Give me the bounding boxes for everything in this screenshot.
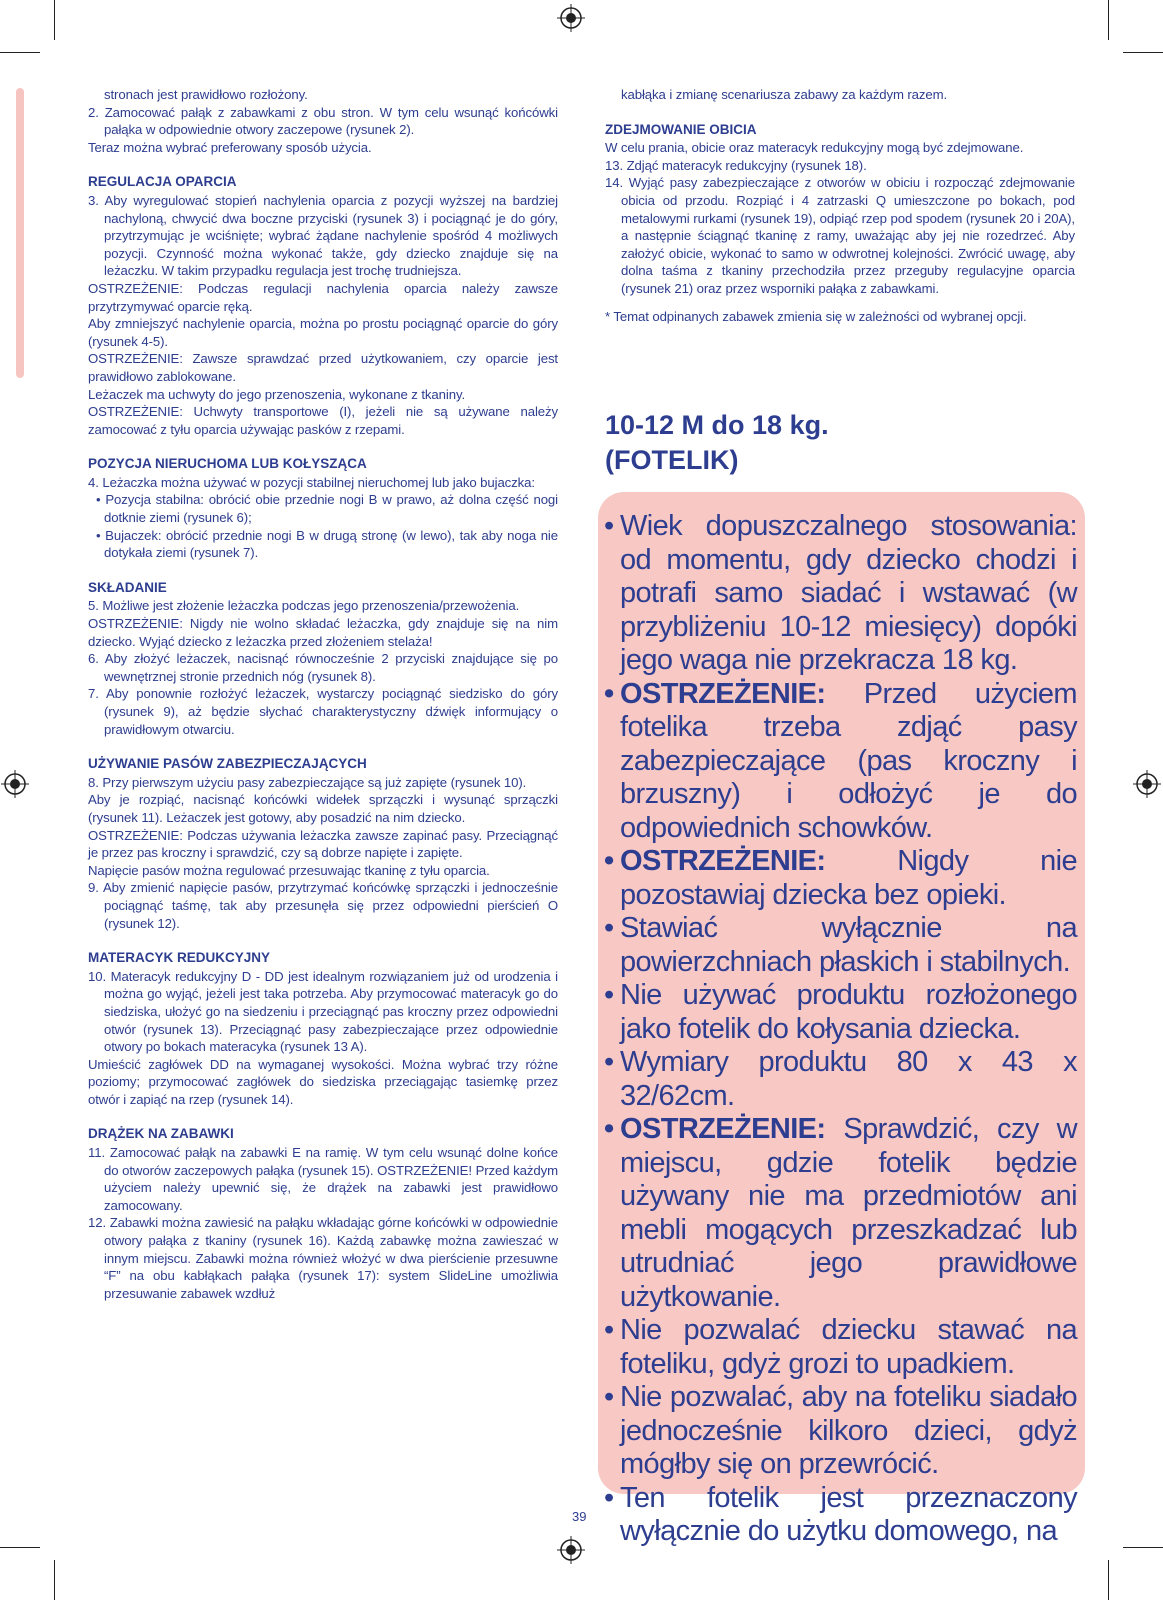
- page-number: 39: [572, 1509, 587, 1524]
- paragraph: 14. Wyjąć pasy zabezpieczające z otworów w obiciu i rozpocząć zdejmowanie obicia od przodu. Rozpiąć i 4 zatrzaski Q umieszczone po bokach, pod metalowymi rurkami (rysunek 19), odpiąć rzep pod spodem (rysunek 20 i 20A), a następnie ściągnąć tkaninę z ramy, uważając aby jej nie rozedrzeć. Aby założyć obicie, wykonać to samo w odwrotnej kolejności. Zwrócić uwagę, aby dolna taśma z tkaniny przechodziła przez przeguby regulacyjne oparcia (rysunek 21) oraz przez wsporniki pałąka z zabawkami.: [605, 175, 1075, 296]
- paragraph: 4. Leżaczka można używać w pozycji stabilnej nieruchomej lub jako bujaczka:: [88, 474, 535, 490]
- registration-mark-icon: [1, 770, 29, 798]
- title-line: (FOTELIK): [605, 445, 739, 475]
- section-heading: SKŁADANIE: [88, 579, 167, 595]
- list-item: • Nie pozwalać, aby na foteliku siadało jednocześnie kilkoro dzieci, gdyż mógłby się on przewrócić.: [605, 1381, 1077, 1482]
- crop-mark: [1108, 0, 1109, 40]
- paragraph: Teraz można wybrać preferowany sposób użycia.: [88, 139, 372, 155]
- paragraph: Napięcie pasów można regulować przesuwając tkaninę z tyłu oparcia.: [88, 862, 490, 878]
- paragraph: 7. Aby ponownie rozłożyć leżaczek, wystarczy pociągnąć siedzisko do góry (rysunek 9), aż będzie słychać charakterystyczny dźwięk informujący o prawidłowym otwarciu.: [88, 686, 558, 737]
- paragraph: W celu prania, obicie oraz materacyk redukcyjny mogą być zdejmowane.: [605, 140, 1024, 156]
- warning-label: OSTRZEŻENIE:: [620, 845, 826, 877]
- list-item: • OSTRZEŻENIE: Nigdy nie pozostawiaj dziecka bez opieki.: [605, 845, 1077, 912]
- list-item: • Nie używać produktu rozłożonego jako fotelik do kołysania dziecka.: [605, 979, 1077, 1046]
- paragraph: OSTRZEŻENIE: Nigdy nie wolno składać leżaczka, gdy znajduje się na nim dziecko. Wyjąć dziecko z leżaczka przed złożeniem stelaża!: [88, 616, 558, 649]
- paragraph: Umieścić zagłówek DD na wymaganej wysokości. Można wybrać trzy różne poziomy; przymocować zagłówek do siedziska przeciągając tasiemkę przez otwór i zapiąć na rzep (rysunek 14).: [88, 1056, 558, 1107]
- paragraph: 11. Zamocować pałąk na zabawki E na ramię. W tym celu wsunąć dolne końce do otworów zaczepowych pałąka (rysunek 15). OSTRZEŻENIE! Przed każdym użyciem należy upewnić się, że drążek na zabawki jest prawidłowo zamocowany.: [88, 1145, 558, 1213]
- left-column: [88, 86, 558, 1302]
- section-heading: UŻYWANIE PASÓW ZABEZPIECZAJĄCYCH: [88, 756, 367, 772]
- paragraph: Aby zmniejszyć nachylenie oparcia, można po prostu pociągnąć oparcie do góry (rysunek 4-5).: [88, 316, 558, 349]
- paragraph: OSTRZEŻENIE: Podczas regulacji nachylenia oparcia należy zawsze przytrzymywać oparcie ręką.: [88, 280, 558, 314]
- list-item: • Bujaczek: obrócić przednie nogi B w drugą stronę (w lewo), tak aby noga nie dotykała ziemi (rysunek 7).: [96, 527, 558, 561]
- registration-mark-icon: [557, 1536, 585, 1564]
- footnote: * Temat odpinanych zabawek zmienia się w zależności od wybranej opcji.: [605, 308, 1027, 324]
- paragraph: stronach jest prawidłowo rozłożony.: [104, 87, 308, 102]
- crop-mark: [0, 52, 40, 53]
- paragraph: OSTRZEŻENIE: Podczas używania leżaczka zawsze zapinać pasy. Przeciągnąć je przez pas kroczny i sprawdzić, czy są dobrze napięte i zapięte.: [88, 827, 558, 861]
- paragraph: 9. Aby zmienić napięcie pasów, przytrzymać końcówkę sprzączki i jednocześnie pociągnąć taśmę, tak aby przesunęła się przez odpowiedni pierścień O (rysunek 12).: [88, 880, 558, 931]
- paragraph: 2. Zamocować pałąk z zabawkami z obu stron. W tym celu wsunąć końcówki pałąka w odpowiednie otwory zaczepowe (rysunek 2).: [88, 104, 558, 138]
- crop-mark: [0, 1547, 40, 1548]
- section-heading: ZDEJMOWANIE OBICIA: [605, 121, 757, 137]
- paragraph: 8. Przy pierwszym użyciu pasy zabezpieczające są już zapięte (rysunek 10).: [88, 774, 527, 790]
- list-item: • Pozycja stabilna: obrócić obie przednie nogi B w prawo, aż dolna część nogi dotknie ziemi (rysunek 6);: [96, 492, 558, 526]
- section-heading: REGULACJA OPARCIA: [88, 174, 237, 190]
- crop-mark: [1123, 1547, 1163, 1548]
- right-column: [605, 86, 1075, 325]
- section-heading: POZYCJA NIERUCHOMA LUB KOŁYSZĄCA: [88, 456, 367, 472]
- list-item: • OSTRZEŻENIE: Przed użyciem fotelika trzeba zdjąć pasy zabezpieczające (pas kroczny i brzuszny) i odłożyć je do odpowiednich schowków.: [605, 678, 1077, 846]
- paragraph: Aby je rozpiąć, nacisnąć końcówki widełek sprzączki i wysunąć sprzączki (rysunek 11). Leżaczek jest gotowy, aby posadzić na nim dziecko.: [88, 792, 558, 825]
- paragraph: 5. Możliwe jest złożenie leżaczka podczas jego przenoszenia/przewożenia.: [88, 598, 520, 614]
- list-item: • Stawiać wyłącznie na powierzchniach płaskich i stabilnych.: [605, 912, 1077, 979]
- list-item: • Ten fotelik jest przeznaczony wyłącznie do użytku domowego, na: [605, 1482, 1077, 1549]
- warning-label: OSTRZEŻENIE:: [620, 1113, 826, 1145]
- paragraph: 6. Aby złożyć leżaczek, nacisnąć równocześnie 2 przyciski znajdujące się po wewnętrznej stronie przednich nóg (rysunek 8).: [88, 651, 558, 684]
- list-item: • OSTRZEŻENIE: Sprawdzić, czy w miejscu, gdzie fotelik będzie używany nie ma przedmiotów ani mebli mogących przeszkadzać lub utrudniać jego prawidłowe użytkowanie.: [605, 1113, 1077, 1314]
- crop-mark: [1123, 52, 1163, 53]
- section-heading: MATERACYK REDUKCYJNY: [88, 950, 271, 966]
- registration-mark-icon: [557, 4, 585, 32]
- warning-list: [605, 510, 1077, 1549]
- paragraph: 10. Materacyk redukcyjny D - DD jest idealnym rozwiązaniem już od urodzenia i można go wyjąć, jeżeli jest taka potrzeba. Aby przymocować materacyk go do siedziska, ułożyć go na siedzeniu i przeciągnąć pas kroczny przez odpowiedni otwór (rysunek 13). Przeciągnąć pasy zabezpieczające przez odpowiednie otwory po bokach materacyka (rysunek 13 A).: [88, 968, 558, 1055]
- section-heading: DRĄŻEK NA ZABAWKI: [88, 1126, 234, 1142]
- title-line: 10-12 M do 18 kg.: [605, 410, 829, 440]
- crop-mark: [54, 1560, 55, 1600]
- registration-mark-icon: [1133, 770, 1161, 798]
- paragraph: Leżaczek ma uchwyty do jego przenoszenia, wykonane z tkaniny.: [88, 386, 466, 402]
- warning-label: OSTRZEŻENIE:: [620, 677, 826, 710]
- crop-mark: [54, 0, 55, 40]
- paragraph: 13. Zdjąć materacyk redukcyjny (rysunek 18).: [605, 157, 867, 173]
- paragraph: OSTRZEŻENIE: Uchwyty transportowe (I), jeżeli nie są używane należy zamocować z tyłu oparcia używając pasków z rzepami.: [88, 404, 558, 437]
- paragraph: 12. Zabawki można zawiesić na pałąku wkładając górne końcówki w odpowiednie otwory pałąka z tkaniny (rysunek 16). Każdą zabawkę można zawieszać w innym miejscu. Zabawki można również włożyć w dwa pierścienie przesuwne “F” na obu kabłąkach pałąka (rysunek 17): system SlideLine umożliwia przesuwanie zabawek wzdłuż: [88, 1215, 558, 1301]
- paragraph: 3. Aby wyregulować stopień nachylenia oparcia z pozycji wyższej na bardziej nachyloną, chwycić dwa boczne przyciski (rysunek 3) i pociągnąć je do góry, przytrzymując je wciśnięte; wybrać żądane nachylenie spośród 4 możliwych pozycji. Czynność można wykonać także, gdy dziecko znajduje się na leżaczku. W takim przypadku regulacja jest trochę trudniejsza.: [88, 192, 558, 279]
- section-title: [605, 408, 829, 478]
- paragraph: OSTRZEŻENIE: Zawsze sprawdzać przed użytkowaniem, czy oparcie jest prawidłowo zablokowane.: [88, 351, 558, 384]
- list-item: • Nie pozwalać dziecku stawać na foteliku, gdyż grozi to upadkiem.: [605, 1314, 1077, 1381]
- crop-mark: [1108, 1560, 1109, 1600]
- page-edge-tab: [16, 88, 24, 378]
- list-item: • Wymiary produktu 80 x 43 x 32/62cm.: [605, 1046, 1077, 1113]
- paragraph: kabłąka i zmianę scenariusza zabawy za każdym razem.: [621, 87, 948, 102]
- list-item: • Wiek dopuszczalnego stosowania: od momentu, gdy dziecko chodzi i potrafi samo siadać i wstawać (w przybliżeniu 10-12 miesięcy) dopóki jego waga nie przekracza 18 kg.: [605, 510, 1077, 678]
